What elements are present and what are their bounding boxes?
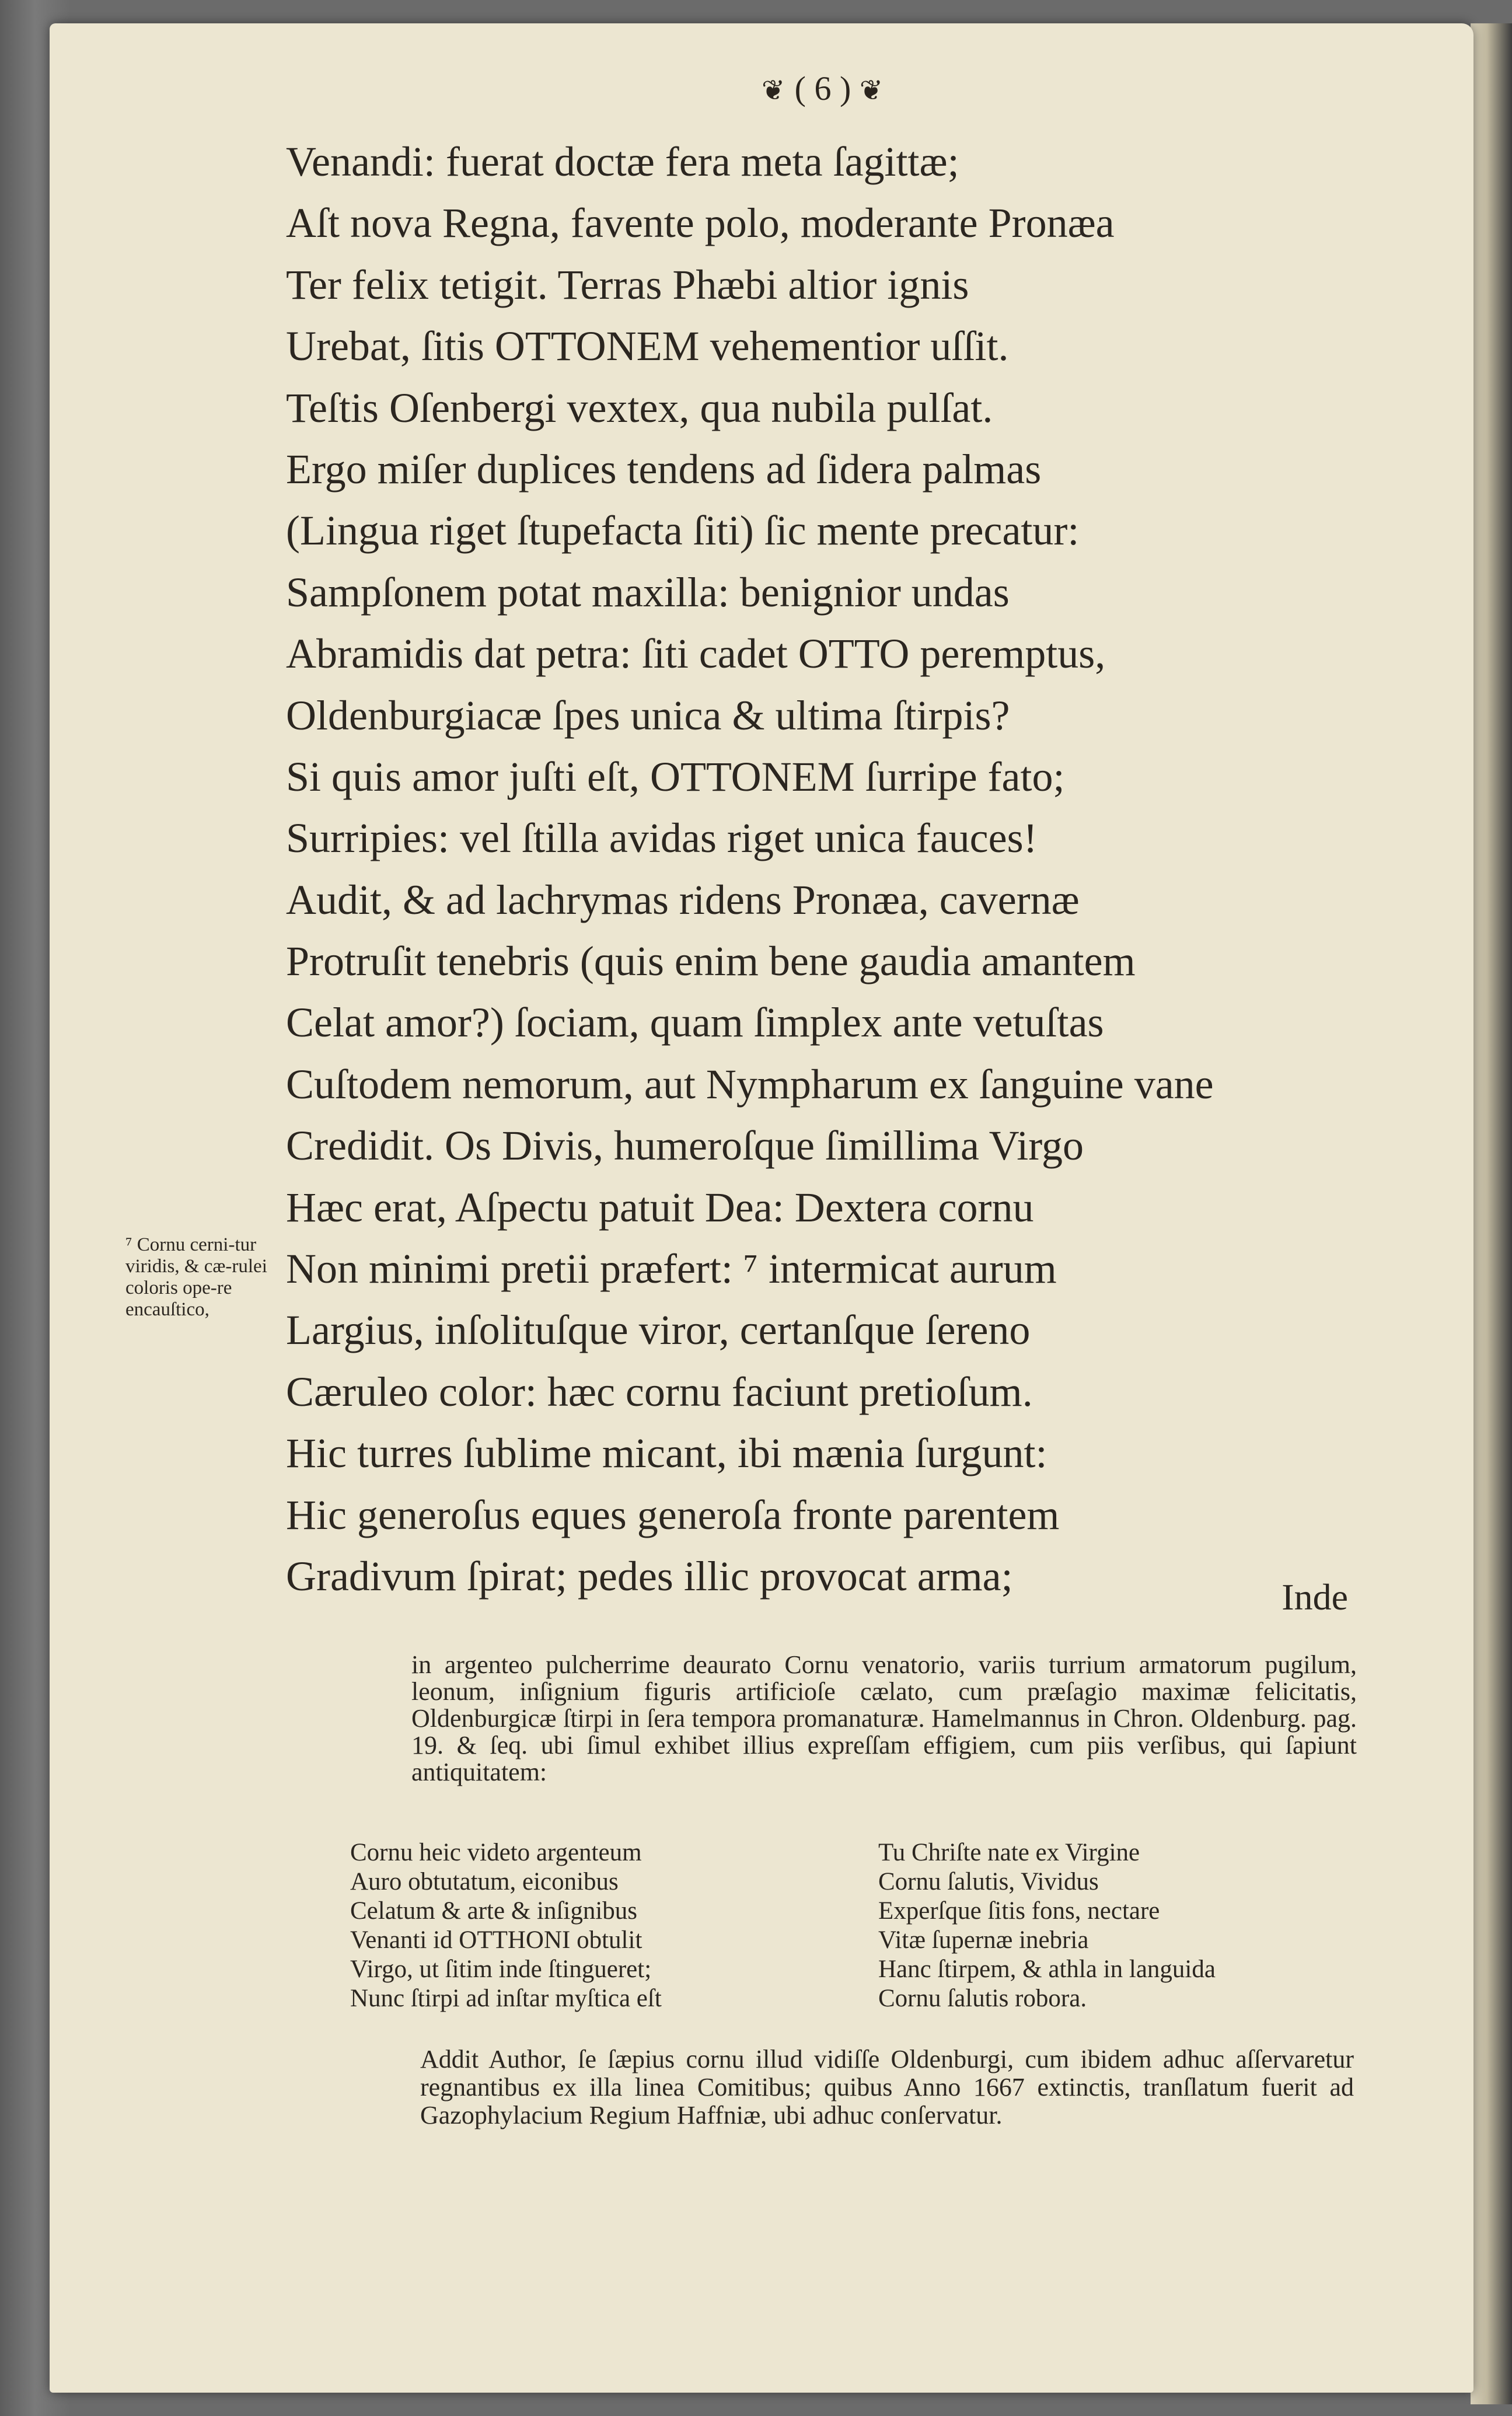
- footnote-poem-left: [350, 1838, 770, 2013]
- page-header: [700, 69, 945, 121]
- verse-body: [286, 131, 1366, 1607]
- verse-line: Audit, & ad lachrymas ridens Pronæa, cavernæ: [286, 876, 1080, 923]
- poem-line: Experſque ſitis fons, nectare: [878, 1897, 1160, 1925]
- verse-line: Oldenburgiacæ ſpes unica & ultima ſtirpis?: [286, 692, 1010, 739]
- verse-line: Ter felix tetigit. Terras Phæbi altior ignis: [286, 261, 969, 308]
- verse-line: Venandi: fuerat doctæ fera meta ſagittæ;: [286, 138, 959, 185]
- verse-line: (Lingua riget ſtupefacta ſiti) ſic mente precatur:: [286, 507, 1080, 554]
- verse-line: Urebat, ſitis OTTONEM vehementior uſſit.: [286, 323, 1009, 370]
- poem-line: Virgo, ut ſitim inde ſtingueret;: [350, 1956, 652, 1983]
- ornament-right-icon: ❦: [859, 75, 885, 106]
- verse-line: Ergo miſer duplices tendens ad ſidera palmas: [286, 445, 1042, 493]
- verse-line: Credidit. Os Divis, humeroſque ſimillima Virgo: [286, 1122, 1084, 1169]
- poem-line: Cornu ſalutis robora.: [878, 1985, 1087, 2012]
- verse-line: Cæruleo color: hæc cornu faciunt pretioſum.: [286, 1368, 1033, 1415]
- page-edge: [1471, 23, 1512, 2404]
- poem-line: Tu Chriſte nate ex Virgine: [878, 1839, 1140, 1866]
- footnote-outro: Addit Author, ſe ſæpius cornu illud vidiſſe Oldenburgi, cum ibidem adhuc aſſervaretur regnantibus ex illa linea Comitibus; quibus Anno 1667 extinctis, tranſlatum fuerit ad Gazophylacium Regium Haffniæ, ubi adhuc conſervatur.: [420, 2045, 1354, 2129]
- poem-line: Celatum & arte & inſignibus: [350, 1897, 638, 1925]
- verse-line: Largius, inſolituſque viror, certanſque ſereno: [286, 1307, 1031, 1354]
- poem-line: Cornu heic videto argenteum: [350, 1839, 642, 1866]
- verse-line: Surripies: vel ſtilla avidas riget unica fauces!: [286, 815, 1038, 862]
- verse-line: Aſt nova Regna, favente polo, moderante Pronæa: [286, 200, 1115, 247]
- poem-line: Vitæ ſupernæ inebria: [878, 1926, 1089, 1954]
- verse-line: Hic generoſus eques generoſa fronte parentem: [286, 1491, 1060, 1538]
- verse-line: Non minimi pretii præfert: ⁷ intermicat aurum: [286, 1245, 1057, 1293]
- verse-line: Abramidis dat petra: ſiti cadet OTTO peremptus,: [286, 630, 1106, 678]
- page-number: ( 6 ): [794, 69, 851, 107]
- verse-line: Celat amor?) ſociam, quam ſimplex ante vetuſtas: [286, 999, 1104, 1046]
- margin-note: ⁷ Cornu cerni-tur viridis, & cæ-rulei coloris ope-re encauſtico,: [125, 1234, 267, 1320]
- verse-line: Protruſit tenebris (quis enim bene gaudia amantem: [286, 938, 1136, 985]
- catchword: Inde: [1281, 1576, 1348, 1618]
- footnote-intro: in argenteo pulcherrime deaurato Cornu venatorio, variis turrium armatorum pugilum, leonum, inſignium figuris artificioſe cælato, cum præſagio maximæ felicitatis, Oldenburgicæ ſtirpi in ſera tempora promanaturæ. Hamelmannus in Chron. Oldenburg. pag. 19. & ſeq. ubi ſimul exhibet illius expreſſam effigiem, cum piis verſibus, qui ſapiunt antiquitatem:: [411, 1650, 1357, 1786]
- verse-line: Teſtis Oſenbergi vextex, qua nubila pulſat.: [286, 384, 993, 431]
- footnote-poem-right: [878, 1838, 1322, 2013]
- poem-line: Venanti id OTTHONI obtulit: [350, 1926, 642, 1954]
- verse-line: Hic turres ſublime micant, ibi mænia ſurgunt:: [286, 1430, 1047, 1477]
- verse-line: Sampſonem potat maxilla: benignior undas: [286, 568, 1010, 616]
- poem-line: Cornu ſalutis, Vividus: [878, 1868, 1099, 1895]
- verse-line: Hæc erat, Aſpectu patuit Dea: Dextera cornu: [286, 1183, 1034, 1231]
- poem-line: Auro obtutatum, eiconibus: [350, 1868, 619, 1895]
- verse-line: Cuſtodem nemorum, aut Nympharum ex ſanguine vane: [286, 1060, 1214, 1108]
- verse-line: Si quis amor juſti eſt, OTTONEM ſurripe fato;: [286, 753, 1065, 800]
- verse-line: Gradivum ſpirat; pedes illic provocat arma;: [286, 1552, 1013, 1600]
- poem-line: Hanc ſtirpem, & athla in languida: [878, 1956, 1216, 1983]
- poem-line: Nunc ſtirpi ad inſtar myſtica eſt: [350, 1985, 662, 2012]
- ornament-left-icon: ❦: [761, 75, 787, 106]
